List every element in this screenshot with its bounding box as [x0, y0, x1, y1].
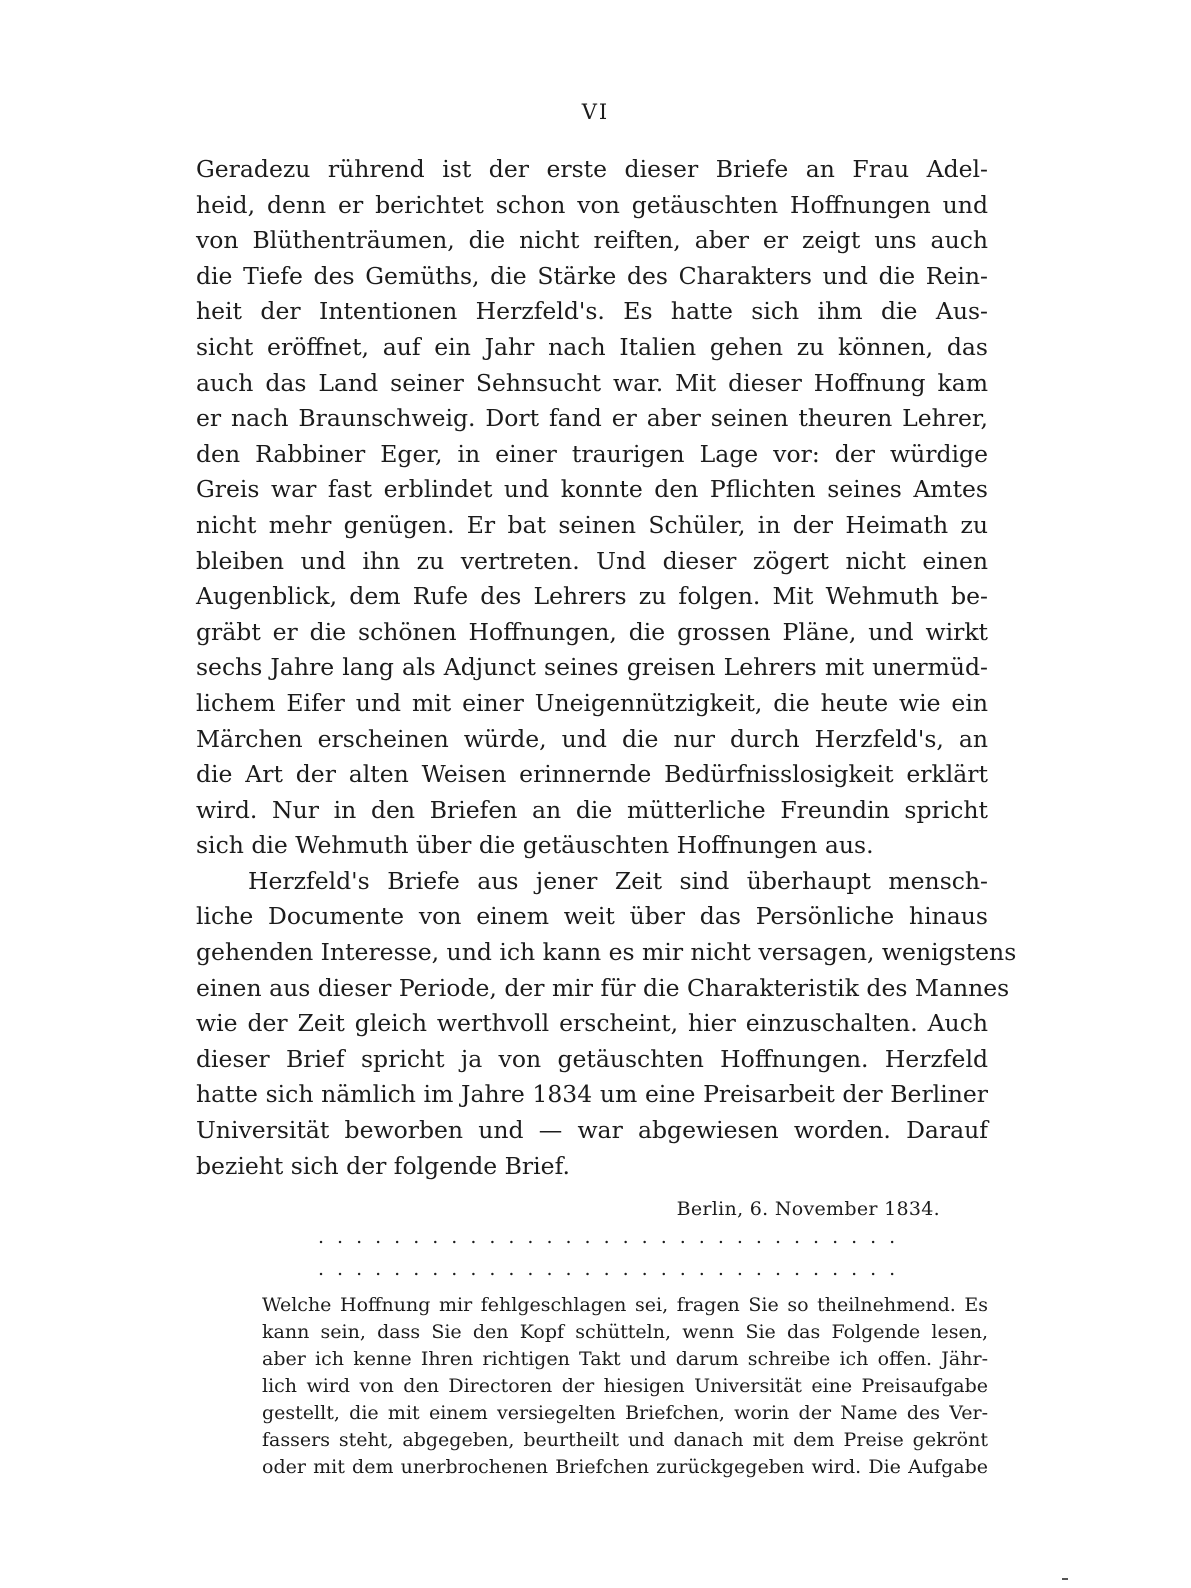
text-line: heid, denn er berichtet schon von getäuschten Hoffnungen und: [196, 190, 988, 219]
scan-corner-mark: [1062, 1578, 1068, 1580]
text-line: den Rabbiner Eger, in einer traurigen Lage vor: der würdige: [196, 439, 988, 468]
text-line: einen aus dieser Periode, der mir für die Charakteristik des Mannes: [196, 973, 1010, 1002]
text-line: die Art der alten Weisen erinnernde Bedürfnisslosigkeit erklärt: [196, 760, 988, 789]
text-line: sich die Wehmuth über die getäuschten Hoffnungen aus.: [196, 831, 874, 860]
text-line: gehenden Interesse, und ich kann es mir nicht versagen, wenigstens: [196, 938, 1017, 967]
text-line: Märchen erscheinen würde, und die nur durch Herzfeld's, an: [196, 724, 988, 753]
text-line: Herzfeld's Briefe aus jener Zeit sind überhaupt mensch-: [248, 866, 988, 895]
text-line: nicht mehr genügen. Er bat seinen Schüler, in der Heimath zu: [196, 510, 988, 539]
letter-text: [262, 1292, 988, 1481]
text-line: Geradezu rührend ist der erste dieser Briefe an Frau Adel-: [196, 155, 988, 183]
text-line: bleiben und ihn zu vertreten. Und dieser zögert nicht einen: [196, 546, 988, 575]
text-line: sechs Jahre lang als Adjunct seines greisen Lehrers mit unermüd-: [196, 653, 988, 682]
text-line: Universität beworben und — war abgewiesen worden. Darauf: [196, 1116, 988, 1145]
letter-line: lich wird von den Directoren der hiesigen Universität eine Preisaufgabe: [262, 1375, 988, 1397]
ellipsis-row: ...............................: [318, 1258, 909, 1280]
text-line: hatte sich nämlich im Jahre 1834 um eine Preisarbeit der Berliner: [196, 1080, 988, 1109]
text-line: liche Documente von einem weit über das Persönliche hinaus: [196, 902, 988, 931]
text-line: sicht eröffnet, auf ein Jahr nach Italien gehen zu können, das: [196, 332, 988, 361]
text-line: wird. Nur in den Briefen an die mütterliche Freundin spricht: [196, 795, 988, 824]
page-number: VI: [581, 100, 610, 124]
text-line: bezieht sich der folgende Brief.: [196, 1151, 570, 1180]
letter-dateline: Berlin, 6. November 1834.: [676, 1198, 940, 1220]
letter-line: fassers steht, abgegeben, beurtheilt und danach mit dem Preise gekrönt: [262, 1429, 988, 1451]
letter-line: aber ich kenne Ihren richtigen Takt und darum schreibe ich offen. Jähr-: [262, 1348, 988, 1370]
text-line: Augenblick, dem Rufe des Lehrers zu folgen. Mit Wehmuth be-: [196, 582, 988, 611]
text-line: gräbt er die schönen Hoffnungen, die grossen Pläne, und wirkt: [196, 617, 988, 646]
letter-line: kann sein, dass Sie den Kopf schütteln, wenn Sie das Folgende lesen,: [262, 1321, 988, 1343]
text-line: heit der Intentionen Herzfeld's. Es hatte sich ihm die Aus-: [196, 297, 988, 326]
ellipsis-row: ...............................: [318, 1226, 909, 1248]
page-header: [0, 100, 1191, 124]
text-line: wie der Zeit gleich werthvoll erscheint, hier einzuschalten. Auch: [196, 1009, 988, 1038]
text-line: lichem Eifer und mit einer Uneigennützigkeit, die heute wie ein: [196, 688, 988, 717]
body-text: [196, 152, 1017, 1184]
text-line: auch das Land seiner Sehnsucht war. Mit dieser Hoffnung kam: [196, 368, 988, 397]
text-line: die Tiefe des Gemüths, die Stärke des Charakters und die Rein-: [196, 261, 988, 290]
text-line: Greis war fast erblindet und konnte den Pflichten seines Amtes: [196, 475, 988, 504]
text-line: dieser Brief spricht ja von getäuschten Hoffnungen. Herzfeld: [196, 1044, 988, 1073]
letter-line: Welche Hoffnung mir fehlgeschlagen sei, fragen Sie so theilnehmend. Es: [262, 1294, 988, 1316]
letter-line: oder mit dem unerbrochenen Briefchen zurückgegeben wird. Die Aufgabe: [262, 1456, 988, 1478]
letter-line: gestellt, die mit einem versiegelten Briefchen, worin der Name des Ver-: [262, 1402, 988, 1424]
text-line: er nach Braunschweig. Dort fand er aber seinen theuren Lehrer,: [196, 404, 988, 433]
text-line: von Blüthenträumen, die nicht reiften, aber er zeigt uns auch: [196, 226, 988, 255]
